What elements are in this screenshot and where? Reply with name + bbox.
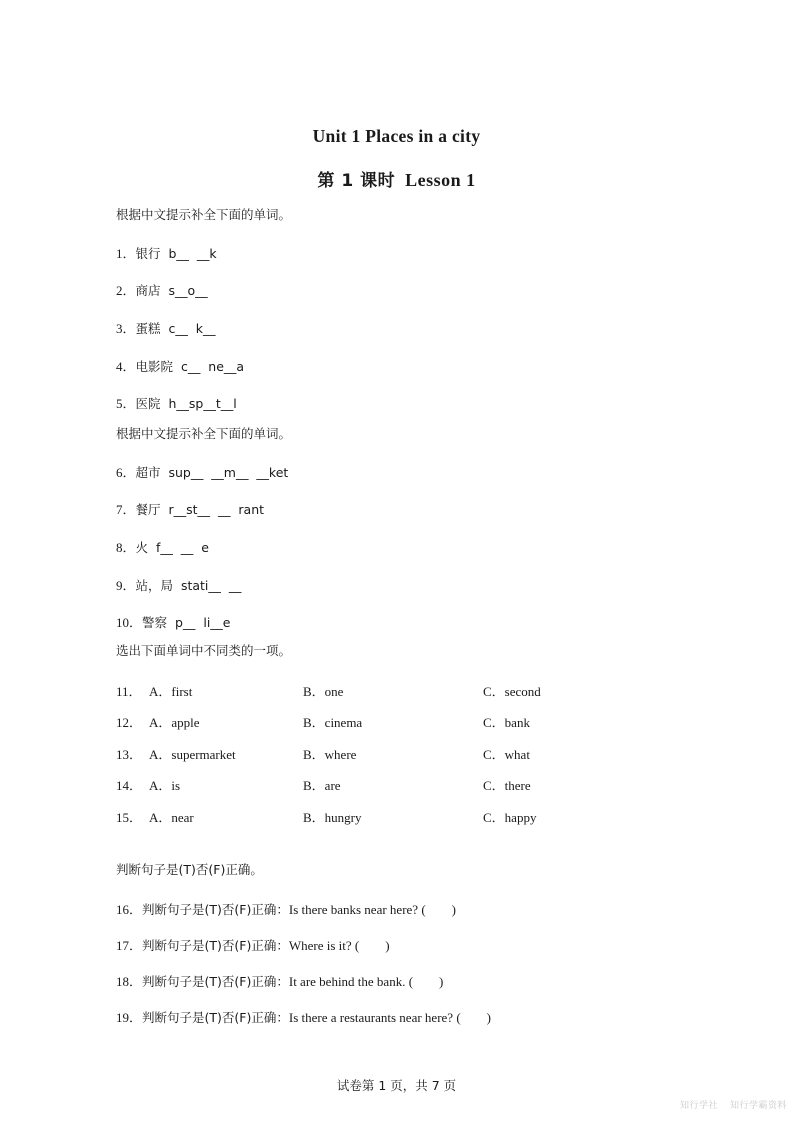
question-number: 3．	[116, 321, 136, 337]
section-multiple-choice	[116, 642, 736, 838]
mc-row	[116, 681, 736, 713]
question-text: 医院 h__sp__t__l	[135, 396, 237, 412]
section-prompt: 根据中文提示补全下面的单词。	[116, 207, 292, 222]
question-number: 9．	[116, 577, 136, 593]
question-text: 蛋糕 c__ k__	[135, 321, 216, 337]
tf-row	[116, 899, 736, 918]
question-item	[116, 538, 736, 558]
mc-option-b[interactable]: B．are	[303, 778, 341, 794]
watermark-group	[680, 1098, 787, 1111]
watermark-right: 知行学霸资料	[729, 1101, 787, 1111]
question-number: 12．	[116, 715, 143, 731]
question-item	[116, 463, 736, 483]
section-prompt: 判断句子是(T)否(F)正确。	[116, 862, 263, 877]
question-number: 5．	[116, 396, 136, 412]
question-number: 18．	[116, 973, 143, 989]
question-number: 14．	[116, 778, 143, 794]
question-text: 餐厅 r__st__ __ rant	[135, 502, 265, 518]
mc-row	[116, 775, 736, 807]
page-subtitle-en: Lesson 1	[405, 170, 476, 190]
question-item	[116, 319, 736, 339]
tf-sentence[interactable]: Where is it? ( )	[288, 937, 390, 953]
question-number: 19．	[116, 1009, 143, 1025]
question-text: 火 f__ __ e	[135, 540, 209, 556]
mc-option-a[interactable]: A．supermarket	[149, 746, 236, 762]
tf-row	[116, 971, 736, 990]
mc-row	[116, 744, 736, 776]
tf-stem: 判断句子是(T)否(F)正确：	[142, 901, 289, 917]
page-subtitle-cn: 第 1 课时	[317, 171, 396, 191]
tf-row	[116, 935, 736, 954]
section-true-false	[116, 861, 736, 1043]
question-text: 超市 sup__ __m__ __ket	[135, 464, 289, 480]
mc-option-b[interactable]: B．one	[303, 683, 344, 699]
true-false-list	[116, 899, 736, 1026]
tf-sentence[interactable]: Is there a restaurants near here? ( )	[288, 1009, 491, 1025]
page-footer: 试卷第 1 页，共 7 页	[336, 1078, 457, 1093]
question-text: 警察 p__ li__e	[142, 615, 231, 631]
question-item	[116, 613, 736, 633]
question-text: 电影院 c__ ne__a	[135, 358, 245, 374]
question-number: 2．	[116, 283, 136, 299]
tf-sentence[interactable]: Is there banks near here? ( )	[288, 901, 456, 917]
question-number: 17．	[116, 937, 143, 953]
question-item	[116, 500, 736, 520]
question-text: 商店 s__o__	[135, 283, 208, 299]
question-item	[116, 357, 736, 377]
mc-option-b[interactable]: B．where	[303, 746, 357, 762]
question-number: 15．	[116, 809, 143, 825]
question-text: 银行 b__ __k	[135, 245, 217, 261]
section-prompt: 根据中文提示补全下面的单词。	[116, 426, 292, 441]
mc-option-c[interactable]: C．what	[483, 746, 530, 762]
mc-option-c[interactable]: C．bank	[483, 715, 530, 731]
tf-stem: 判断句子是(T)否(F)正确：	[142, 973, 289, 989]
question-number: 11．	[116, 683, 142, 699]
question-item	[116, 576, 736, 596]
mc-option-c[interactable]: C．there	[483, 778, 531, 794]
question-text: 站，局 stati__ __	[135, 577, 242, 593]
mc-row	[116, 712, 736, 744]
question-number: 13．	[116, 746, 143, 762]
watermark-left: 知行学社	[679, 1101, 718, 1111]
section-fill-in-words-2	[116, 425, 736, 633]
tf-row	[116, 1007, 736, 1026]
question-number: 7．	[116, 502, 136, 518]
question-number: 8．	[116, 540, 136, 556]
mc-option-a[interactable]: A．near	[149, 809, 194, 825]
question-number: 10．	[116, 615, 143, 631]
mc-option-a[interactable]: A．is	[149, 778, 181, 794]
tf-stem: 判断句子是(T)否(F)正确：	[142, 937, 289, 953]
question-number: 4．	[116, 358, 136, 374]
mc-option-c[interactable]: C．happy	[483, 809, 537, 825]
question-list	[116, 463, 736, 634]
mc-option-b[interactable]: B．cinema	[303, 715, 363, 731]
tf-sentence[interactable]: It are behind the bank. ( )	[288, 973, 444, 989]
question-item	[116, 281, 736, 301]
question-number: 6．	[116, 464, 136, 480]
question-number: 16．	[116, 901, 143, 917]
mc-option-a[interactable]: A．first	[149, 683, 193, 699]
question-list	[116, 244, 736, 415]
question-item	[116, 394, 736, 414]
mc-option-a[interactable]: A．apple	[149, 715, 200, 731]
question-item	[116, 244, 736, 264]
page-subtitle	[0, 166, 793, 191]
mc-option-b[interactable]: B．hungry	[303, 809, 362, 825]
section-fill-in-words-1	[116, 206, 736, 414]
mc-row	[116, 807, 736, 839]
mc-option-c[interactable]: C．second	[483, 683, 541, 699]
multiple-choice-list	[116, 681, 736, 839]
tf-stem: 判断句子是(T)否(F)正确：	[142, 1009, 289, 1025]
section-prompt: 选出下面单词中不同类的一项。	[116, 643, 292, 658]
question-number: 1．	[116, 245, 136, 261]
page-title: Unit 1 Places in a city	[312, 126, 481, 146]
